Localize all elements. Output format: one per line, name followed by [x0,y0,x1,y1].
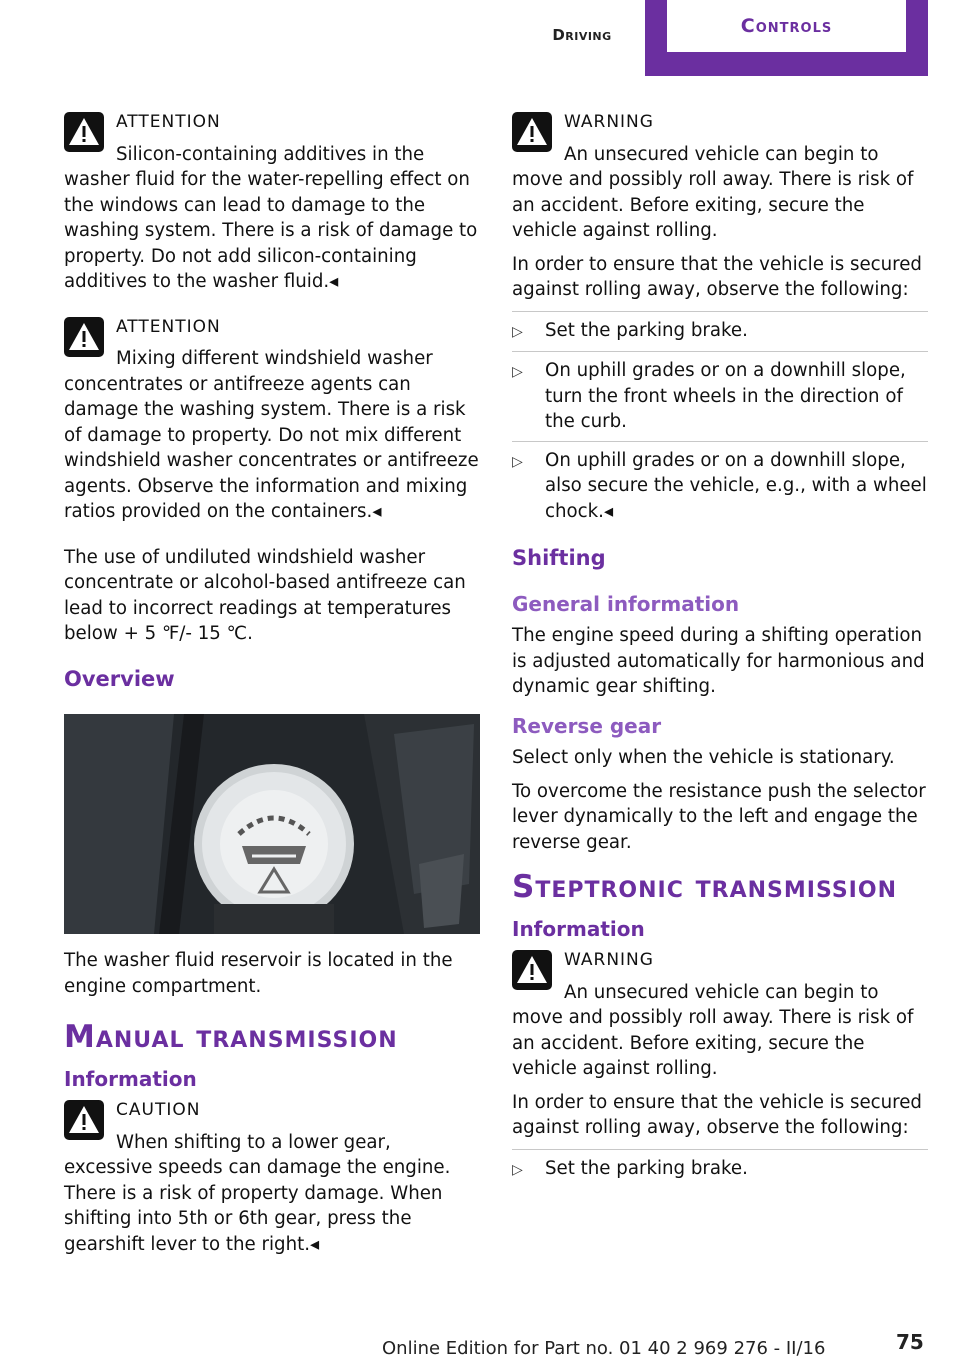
washer-reservoir-photo [64,714,480,934]
page-footer [0,1330,960,1362]
secure-vehicle-paragraph: In order to ensure that the vehicle is secured against rolling away, observe the following: [512,253,922,300]
edition-note: Online Edition for Part no. 01 40 2 969 276 - II/16 [382,1338,826,1359]
page-number: 75 [896,1330,924,1354]
general-information-heading: General information [512,591,740,616]
notice-text: Silicon-containing additives in the washer fluid for the water-repelling effect on the windows can lead to damage to the washing system. There is a risk of damage to property. Do not add silicon-containing additives to the washer fluid.◂ [64,143,478,292]
triangle-bullet-icon: ▷ [512,453,523,470]
manual-transmission-heading: Manual transmission [64,1019,398,1055]
list-item [512,318,928,346]
notice-title: ATTENTION [116,112,221,132]
attention-notice-2 [64,315,480,525]
tab-controls[interactable] [645,0,928,76]
notice-title: WARNING [564,112,654,132]
tab-controls-label: Controls [667,0,906,52]
list-divider [512,351,928,352]
list-divider [512,441,928,442]
notice-text: When shifting to a lower gear, excessive speeds can damage the engine. There is a risk of property damage. When shifting into 5th or 6th gear, press the gearshift lever to the right.◂ [64,1131,451,1255]
list-divider [512,1149,928,1150]
notice-text: Mixing different windshield washer concentrates or antifreeze agents can damage the washing system. There is a risk of damage to property. Do not mix different windshield washer concentrates or antifreeze agents. Observe the information and mixing ratios provided on the containers.◂ [64,348,479,522]
list-item [512,358,928,435]
warning-triangle-icon [512,112,552,152]
attention-notice-1 [64,110,480,295]
warning-notice-1 [512,110,928,244]
warning-triangle-icon [512,950,552,990]
information-heading: Information [512,916,645,941]
notice-title: CAUTION [116,1100,201,1120]
left-column [64,110,480,1277]
notice-title: WARNING [564,950,654,970]
reverse-gear-text-1: Select only when the vehicle is stationary. [512,747,895,768]
notice-text: An unsecured vehicle can begin to move and possibly roll away. There is risk of an accident. Before exiting, secure the vehicle against rolling. [512,143,914,241]
list-item [512,448,928,525]
secure-vehicle-paragraph-2: In order to ensure that the vehicle is secured against rolling away, observe the following: [512,1091,922,1138]
tab-driving[interactable] [520,0,644,76]
notice-text: An unsecured vehicle can begin to move and possibly roll away. There is risk of an accident. Before exiting, secure the vehicle against rolling. [512,981,914,1079]
notice-title: ATTENTION [116,316,221,337]
list-item [512,1156,928,1184]
triangle-bullet-icon: ▷ [512,323,523,340]
general-information-text: The engine speed during a shifting operation is adjusted automatically for harmonious and dynamic gear shifting. [512,625,925,697]
list-item-text: On uphill grades or on a downhill slope, also secure the vehicle, e.g., with a wheel chock.◂ [545,449,927,522]
warning-triangle-icon [64,1100,104,1140]
shifting-heading: Shifting [512,546,606,570]
undiluted-warning-paragraph: The use of undiluted windshield washer concentrate or alcohol-based antifreeze can lead to incorrect readings at temperatures below + 5 ℉/- 15 ℃. [64,546,466,644]
triangle-bullet-icon: ▷ [512,1161,523,1178]
overview-heading: Overview [64,666,175,691]
list-item-text: On uphill grades or on a downhill slope, turn the front wheels in the direction of the curb. [545,360,906,432]
information-heading: Information [64,1066,197,1091]
photo-caption: The washer fluid reservoir is located in the engine compartment. [64,950,453,997]
warning-triangle-icon [64,112,104,152]
right-column [512,110,928,1189]
tab-driving-label: Driving [552,26,612,44]
warning-notice-2 [512,948,928,1082]
list-divider [512,311,928,312]
reverse-gear-heading: Reverse gear [512,713,662,738]
warning-triangle-icon [64,317,104,357]
reverse-gear-text-2: To overcome the resistance push the selector lever dynamically to the left and engage the reverse gear. [512,780,926,853]
list-item-text: Set the parking brake. [545,319,748,341]
list-item-text: Set the parking brake. [545,1157,748,1179]
steptronic-heading: Steptronic transmission [512,869,897,905]
caution-notice [64,1098,480,1257]
triangle-bullet-icon: ▷ [512,364,523,380]
